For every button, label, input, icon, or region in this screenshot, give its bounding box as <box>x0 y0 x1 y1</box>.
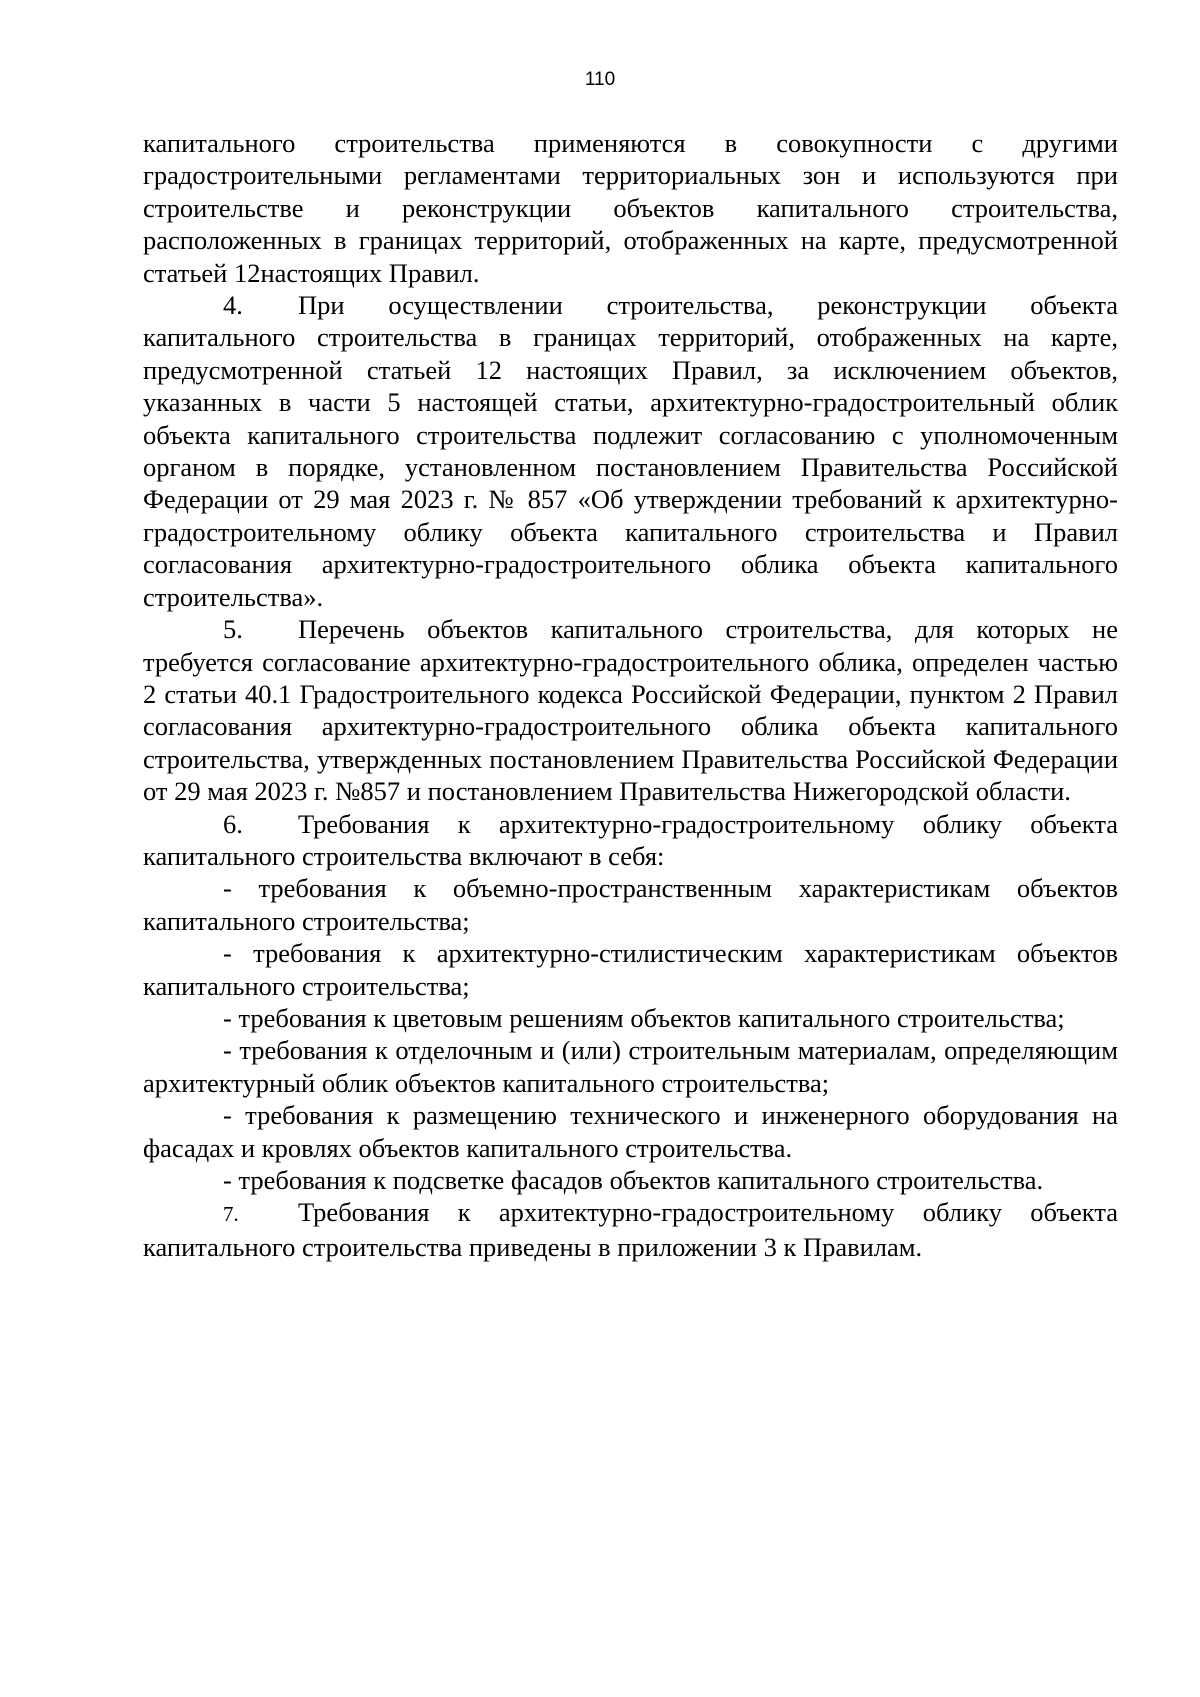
paragraph-text: Требования к архитектурно-градостроительному облику объекта капитального строительства приведены в приложении 3 к Правилам. <box>143 1197 1118 1262</box>
requirement-item: - требования к подсветке фасадов объектов капитального строительства. <box>223 1165 1044 1195</box>
paragraph-text: При осуществлении строительства, реконструкции объекта капитального строительства в границах территорий, отображенных на карте, предусмотренной статьей 12 настоящих Правил, за исключением объектов, указанных в части 5 настоящей статьи, архитектурно-градостроительный облик объекта капитального строительства подлежит согласованию с уполномоченным органом в порядке, установленном постановлением Правительства Российской Федерации от 29 мая 2023 г. № 857 «Об утверждении требований к архитектурно-градостроительному облику объекта капитального строительства и Правил согласования архитектурно-градостроительного облика объекта капитального строительства». <box>143 290 1118 612</box>
requirement-item: - требования к архитектурно-стилистическим характеристикам объектов капитального строительства; <box>143 938 1118 1001</box>
requirement-item: - требования к отделочным и (или) строительным материалам, определяющим архитектурный облик объектов капитального строительства; <box>143 1035 1118 1098</box>
requirement-item: - требования к размещению технического и инженерного оборудования на фасадах и кровлях объектов капитального строительства. <box>143 1100 1118 1163</box>
paragraph-6 <box>143 808 1118 873</box>
paragraph-text: Перечень объектов капитального строительства, для которых не требуется согласование архитектурно-градостроительного облика, определен частью 2 статьи 40.1 Градостроительного кодекса Российской Федерации, пунктом 2 Правил согласования архитектурно-градостроительного облика объекта капитального строительства, утвержденных постановлением Правительства Российской Федерации от 29 мая 2023 г. №857 и постановлением Правительства Нижегородской области. <box>143 614 1118 807</box>
paragraph-5 <box>143 613 1118 807</box>
paragraph-number: 5. <box>223 614 243 645</box>
requirement-item: - требования к цветовым решениям объектов капитального строительства; <box>223 1002 1065 1033</box>
page-number: 110 <box>584 69 616 90</box>
paragraph-4 <box>143 289 1118 613</box>
paragraph-text: Требования к архитектурно-градостроительному облику объекта капитального строительства включают в себя: <box>143 808 1118 871</box>
paragraph-continuation: капитального строительства применяются в совокупности с другими градостроительными регламентами территориальных зон и используются при строительстве и реконструкции объектов капитального строительства, расположенных в границах территорий, отображенных на карте, предусмотренной статьей 12настоящих Правил. <box>143 128 1118 288</box>
paragraph-number: 7. <box>223 1202 239 1227</box>
paragraph-number: 4. <box>223 290 243 321</box>
requirement-item: - требования к объемно-пространственным характеристикам объектов капитального строительства; <box>143 873 1118 936</box>
paragraph-number: 6. <box>223 808 243 839</box>
document-body <box>143 127 1118 1263</box>
paragraph-7 <box>143 1196 1118 1263</box>
